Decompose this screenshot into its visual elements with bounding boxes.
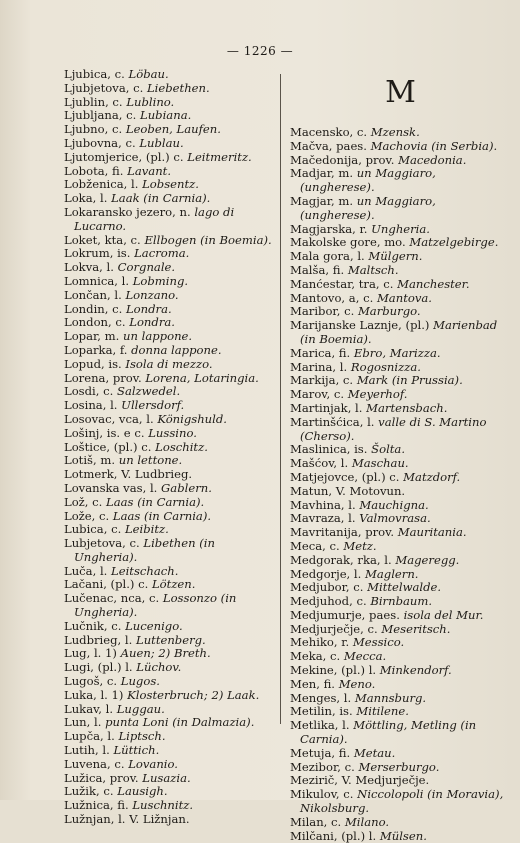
entry-translation: Martensbach. [366,400,448,415]
entry-headword: Milčani, (pl.) l. [290,828,380,843]
entry-headword: Lomnica, l. [64,273,133,288]
entry-headword: Marina, l. [290,359,351,374]
entry-headword: Makolske gore, mo. [290,235,410,250]
dictionary-entry [290,264,512,278]
entry-translation: valle di S. Martino (Cherso). [300,414,487,443]
entry-headword: Lačani, (pl.) c. [64,577,152,592]
entry-translation: Marienbad (in Boemia). [300,318,498,346]
dictionary-entry [290,292,512,306]
dictionary-entry [290,719,512,747]
dictionary-entry [290,788,512,816]
dictionary-entry [290,278,512,292]
dictionary-entry [290,526,512,540]
entry-translation: Matzdorf. [403,469,461,484]
entry-translation: Maltsch. [347,262,399,277]
entry-headword: Lorena, prov. [64,370,146,385]
entry-translation: Loschitz. [155,439,208,454]
dictionary-entry [290,636,512,650]
dictionary-entry [290,416,512,444]
dictionary-entry [64,510,276,524]
entry-headword: Metlika, l. [290,718,354,733]
entry-headword: Mašćov, l. [290,456,352,471]
entry-headword: Lug, l. 1) [64,646,121,661]
entry-headword: Lotiš, m. [64,453,119,468]
entry-headword: Maribor, c. [290,304,358,319]
entry-headword: Ludbrieg, l. [64,632,136,647]
entry-headword: Lokaransko jezero, n. [64,204,195,219]
entry-headword: Lobženica, l. [64,177,143,192]
dictionary-entry [290,443,512,457]
entry-headword: Lugi, (pl.) l. [64,660,137,675]
entry-headword: Loket, kta, c. [64,232,145,247]
entry-headword: Malša, fi. [290,262,348,277]
entry-translation: Londra. [125,301,172,316]
entry-headword: Menges, l. [290,690,355,705]
dictionary-entry [64,441,276,455]
dictionary-entry [290,747,512,761]
dictionary-entry [64,399,276,413]
entry-headword: Lože, c. [64,508,113,523]
entry-translation: Mittelwalde. [367,580,442,595]
entry-translation: un lappone. [123,329,193,344]
entry-headword: Matun, V. Motovun. [290,483,406,498]
dictionary-entry [290,499,512,513]
dictionary-entry [290,457,512,471]
dictionary-entry [64,813,276,827]
entry-translation: Lausigh. [117,784,168,799]
right-column [290,68,512,843]
entry-headword: Lužik, c. [64,784,118,799]
entry-translation: Metz. [343,538,377,553]
entry-translation: lago di Lucarno. [74,204,235,233]
dictionary-entry [64,496,276,510]
entry-headword: Marica, fi. [290,345,354,360]
entry-translation: Meyerhof. [347,387,408,402]
entry-headword: Manćestar, tra, c. [290,276,398,291]
dictionary-entry [290,471,512,485]
entry-translation: Matzelgebirge. [409,235,499,250]
entry-translation: Mitilene. [356,704,409,719]
entry-headword: Losina, l. [64,398,122,413]
entry-translation: Luschnitz. [132,798,194,813]
dictionary-entry [64,68,276,82]
entry-headword: Lopud, is. [64,356,126,371]
dictionary-entry [64,123,276,137]
dictionary-entry [64,454,276,468]
entry-headword: Medjumurje, paes. [290,607,404,622]
dictionary-entry [290,761,512,775]
entry-headword: Metilin, is. [290,704,357,719]
entry-translation: Leitmeritz. [187,149,252,164]
entry-headword: Mala gora, l. [290,249,369,264]
dictionary-entry [290,774,512,788]
entry-translation: Löbau. [128,67,169,81]
entry-translation: Königshuld. [157,411,227,426]
dictionary-entry [290,568,512,582]
entry-translation: Maschau. [351,456,409,471]
entry-translation: punta Loni (in Dalmazia). [105,715,255,730]
dictionary-entry [290,374,512,388]
entry-headword: London, c. [64,315,130,330]
dictionary-entry [64,427,276,441]
entry-translation: Laas (in Carnia). [106,494,205,509]
entry-translation: Lublau. [139,135,184,150]
entry-translation: Libethen (in Ungheria). [74,536,215,564]
entry-translation: Machovia (in Serbia). [370,138,498,153]
entry-translation: Minkendorf. [379,663,452,678]
entry-headword: Matjejovce, (pl.) c. [290,469,404,484]
entry-translation: Lüchov. [136,660,182,675]
dictionary-entry [64,523,276,537]
entry-headword: Ljubica, c. [64,67,129,81]
entry-translation: Ellbogen (in Boemia). [144,232,272,247]
entry-headword: Milan, c. [290,814,345,829]
dictionary-entry [64,82,276,96]
entry-translation: Luttenberg. [136,632,206,647]
dictionary-entry [290,650,512,664]
entry-headword: Mantovo, a, c. [290,290,377,305]
dictionary-entry [64,785,276,799]
entry-translation: Mzensk. [370,125,420,139]
dictionary-entry [290,816,512,830]
entry-headword: Ljubovna, c. [64,135,140,150]
entry-translation: un Maggiaro, (ungherese). [300,193,436,222]
dictionary-entry [290,154,512,168]
entry-headword: Mezirič, V. Medjurječje. [290,773,430,788]
entry-headword: Loparka, f. [64,342,132,357]
dictionary-entry [64,716,276,730]
dictionary-entry [64,165,276,179]
entry-headword: Magjarska, r. [290,221,372,236]
entry-translation: Lacroma. [134,246,190,261]
entry-headword: Mavhina, l. [290,497,360,512]
dictionary-entry [290,236,512,250]
entry-translation: Laak (in Carnia). [111,191,211,206]
dictionary-entry [290,512,512,526]
dictionary-entry [64,275,276,289]
entry-translation: Corgnale. [117,260,176,275]
entry-translation: Lorena, Lotaringia. [145,370,259,385]
entry-translation: Lugos. [120,674,160,689]
entry-headword: Londin, c. [64,301,126,316]
dictionary-entry [64,468,276,482]
right-column-entries [290,126,512,843]
entry-headword: Lubica, c. [64,522,125,537]
entry-headword: Markija, c. [290,373,357,388]
dictionary-entry [290,195,512,223]
entry-translation: Valmovrasa. [359,511,431,526]
entry-headword: Macensko, c. [290,125,371,139]
entry-headword: Ljubno, c. [64,122,126,137]
dictionary-entry [290,609,512,623]
dictionary-entry [290,554,512,568]
entry-headword: Mehiko, r. [290,635,353,650]
entry-headword: Losovac, vca, l. [64,411,158,426]
entry-translation: Klosterbruch; 2) Laak. [127,687,260,702]
entry-translation: Gablern. [161,480,212,495]
entry-translation: donna lappone. [131,342,222,357]
page-number: — 1226 — [226,44,294,58]
entry-headword: Martinšćica, l. [290,414,379,429]
entry-translation: Meno. [338,676,376,691]
entry-headword: Marijanske Laznje, (pl.) [290,318,434,333]
dictionary-entry [290,623,512,637]
entry-translation: Ungheria. [371,221,430,236]
column-divider [280,74,281,724]
dictionary-entry [290,692,512,706]
entry-translation: Auen; 2) Breth. [120,646,211,661]
entry-translation: Metau. [353,745,396,760]
entry-translation: Macedonia. [398,152,467,167]
dictionary-entry [290,485,512,499]
entry-translation: Lubiana. [140,108,192,123]
entry-translation: Lovanio. [128,756,178,771]
dictionary-entry [290,402,512,416]
entry-headword: Lučenac, nca, c. [64,591,163,606]
entry-headword: Medjubor, c. [290,580,368,595]
dictionary-entry [290,705,512,719]
entry-translation: Ebro, Marizza. [353,345,441,360]
entry-headword: Lopar, m. [64,329,124,344]
entry-headword: Lončan, l. [64,287,126,302]
dictionary-entry [290,347,512,361]
dictionary-entry [64,358,276,372]
entry-headword: Lužnjan, l. V. Ližnjan. [64,812,190,827]
entry-headword: Lobota, fi. [64,163,128,178]
entry-headword: Martinjak, l. [290,400,367,415]
entry-headword: Lun, l. [64,715,106,730]
dictionary-entry [64,661,276,675]
dictionary-entry [64,234,276,248]
dictionary-entry [64,344,276,358]
dictionary-entry [290,223,512,237]
entry-headword: Lokva, l. [64,260,118,275]
dictionary-entry [64,247,276,261]
entry-headword: Loka, l. [64,191,112,206]
entry-translation: Lucenigo. [125,618,183,633]
dictionary-entry [290,664,512,678]
entry-translation: Lavant. [127,163,172,178]
entry-translation: Mecca. [343,649,387,664]
dictionary-entry [64,96,276,110]
left-column [64,68,276,827]
entry-headword: Mačedonija, prov. [290,152,399,167]
entry-headword: Lokrum, is. [64,246,135,261]
section-letter: M [385,75,417,110]
entry-headword: Loštice, (pl.) c. [64,439,156,454]
entry-translation: Merserburgo. [358,759,440,774]
dictionary-entry [290,167,512,195]
entry-translation: Marburgo. [357,304,421,319]
dictionary-entry [290,581,512,595]
dictionary-entry [64,482,276,496]
entry-headword: Ljublin, c. [64,94,127,109]
entry-headword: Mavritanija, prov. [290,525,398,540]
entry-headword: Ljutomjerice, (pl.) c. [64,149,188,164]
entry-translation: Leoben, Laufen. [125,122,221,137]
entry-headword: Meca, c. [290,538,344,553]
entry-headword: Lužnica, fi. [64,798,133,813]
dictionary-entry [290,595,512,609]
entry-translation: Mageregg. [395,552,460,567]
entry-translation: Leibitz. [124,522,169,537]
entry-translation: Lossonzo (in Ungheria). [74,591,237,620]
dictionary-entry [64,647,276,661]
dictionary-entry [64,620,276,634]
dictionary-entry [64,578,276,592]
entry-headword: Lužica, prov. [64,770,143,785]
entry-translation: Manchester. [397,276,470,291]
dictionary-entry [64,151,276,165]
dictionary-entry [64,730,276,744]
entry-headword: Medgorje, l. [290,566,366,581]
dictionary-entry [64,261,276,275]
entry-translation: isola del Mur. [403,607,484,622]
entry-headword: Lupča, l. [64,729,119,744]
entry-headword: Lutih, l. [64,743,114,758]
entry-translation: un Maggiaro, (ungherese). [300,166,436,195]
dictionary-entry [64,537,276,565]
entry-translation: Birnbaum. [370,594,433,609]
entry-headword: Lotmerk, V. Ludbrieg. [64,467,193,482]
entry-headword: Men, fi. [290,676,339,691]
dictionary-entry [64,592,276,620]
entry-translation: Lublino. [126,94,175,109]
entry-headword: Lukav, l. [64,701,117,716]
entry-headword: Metuja, fi. [290,745,354,760]
entry-headword: Luča, l. [64,563,112,578]
dictionary-entry [64,303,276,317]
entry-translation: Rogosnizza. [350,359,421,374]
entry-translation: Möttling, Metling (in Carnia). [300,718,477,747]
dictionary-entry [64,744,276,758]
entry-translation: Salzwedel. [117,384,181,399]
entry-headword: Lošinj, is. e c. [64,425,149,440]
entry-translation: Mannsburg. [354,690,427,705]
dictionary-entry [64,565,276,579]
dictionary-entry [64,206,276,234]
entry-translation: Londra. [129,315,175,330]
entry-headword: Ljubjetova, c. [64,80,147,95]
entry-headword: Lovanska vas, l. [64,480,162,495]
entry-headword: Mekine, (pl.) l. [290,663,380,678]
dictionary-entry [64,772,276,786]
entry-headword: Medjurječje, c. [290,621,382,636]
entry-translation: Šolta. [371,442,406,457]
dictionary-entry [64,178,276,192]
entry-headword: Lož, c. [64,494,107,509]
dictionary-entry [64,137,276,151]
entry-headword: Lubjetova, c. [64,536,144,551]
entry-headword: Marov, c. [290,387,348,402]
entry-translation: Leitschach. [111,563,179,578]
entry-translation: Milano. [344,814,390,829]
entry-translation: Lusazia. [142,770,191,785]
entry-translation: Luggau. [116,701,165,716]
entry-headword: Magjar, m. [290,193,357,208]
dictionary-entry [290,126,512,140]
dictionary-entry [64,413,276,427]
entry-headword: Madjar, m. [290,166,357,181]
entry-translation: Ullersdorf. [121,398,185,413]
entry-translation: Mantova. [376,290,432,305]
entry-headword: Losdi, c. [64,384,117,399]
dictionary-entry [290,250,512,264]
entry-headword: Maslinica, is. [290,442,372,457]
entry-headword: Mačva, paes. [290,138,371,153]
entry-translation: Liptsch. [118,729,166,744]
entry-translation: Lonzano. [125,287,179,302]
entry-headword: Luka, l. 1) [64,687,128,702]
entry-headword: Medgorak, rka, l. [290,552,396,567]
dictionary-entry [64,289,276,303]
dictionary-entry [290,678,512,692]
entry-headword: Lugoš, c. [64,674,121,689]
entry-headword: Lučnik, c. [64,618,126,633]
entry-translation: Lobsentz. [142,177,199,192]
dictionary-entry [64,109,276,123]
entry-translation: Messico. [352,635,405,650]
entry-translation: Lüttich. [113,743,160,758]
entry-translation: Mauritania. [397,525,467,540]
dictionary-entry [290,305,512,319]
dictionary-entry [64,689,276,703]
dictionary-entry [290,540,512,554]
entry-translation: Mülgern. [368,249,423,264]
dictionary-entry [64,192,276,206]
dictionary-entry [290,140,512,154]
entry-headword: Luvena, c. [64,756,129,771]
dictionary-entry [290,319,512,347]
entry-headword: Mezibor, c. [290,759,359,774]
dictionary-entry [290,361,512,375]
dictionary-entry [64,634,276,648]
dictionary-entry [64,703,276,717]
dictionary-entry [64,799,276,813]
entry-translation: Lötzen. [151,577,196,592]
entry-translation: Isola di mezzo. [125,356,213,371]
entry-translation: Mauchigna. [359,497,429,512]
entry-headword: Mikulov, c. [290,787,358,802]
dictionary-entry [64,372,276,386]
entry-headword: Mavraza, l. [290,511,360,526]
dictionary-entry [64,330,276,344]
dictionary-entry [64,316,276,330]
entry-translation: un lettone. [118,453,183,468]
dictionary-entry [64,675,276,689]
entry-translation: Meseritsch. [381,621,451,636]
dictionary-entry [64,385,276,399]
dictionary-entry [290,830,512,843]
entry-headword: Medjuhod, c. [290,594,371,609]
entry-translation: Liebethen. [146,80,210,95]
entry-translation: Lobming. [132,273,189,288]
dictionary-entry [64,758,276,772]
entry-translation: Laas (in Carnia). [112,508,212,523]
entry-translation: Mülsen. [379,828,427,843]
entry-headword: Meka, c. [290,649,344,664]
entry-translation: Maglern. [365,566,419,581]
entry-headword: Ljubljana, c. [64,108,141,123]
entry-translation: Mark (in Prussia). [356,373,463,388]
entry-translation: Niccolopoli (in Moravia), Nikolsburg. [300,787,504,816]
entry-translation: Lussino. [148,425,197,440]
dictionary-entry [290,388,512,402]
